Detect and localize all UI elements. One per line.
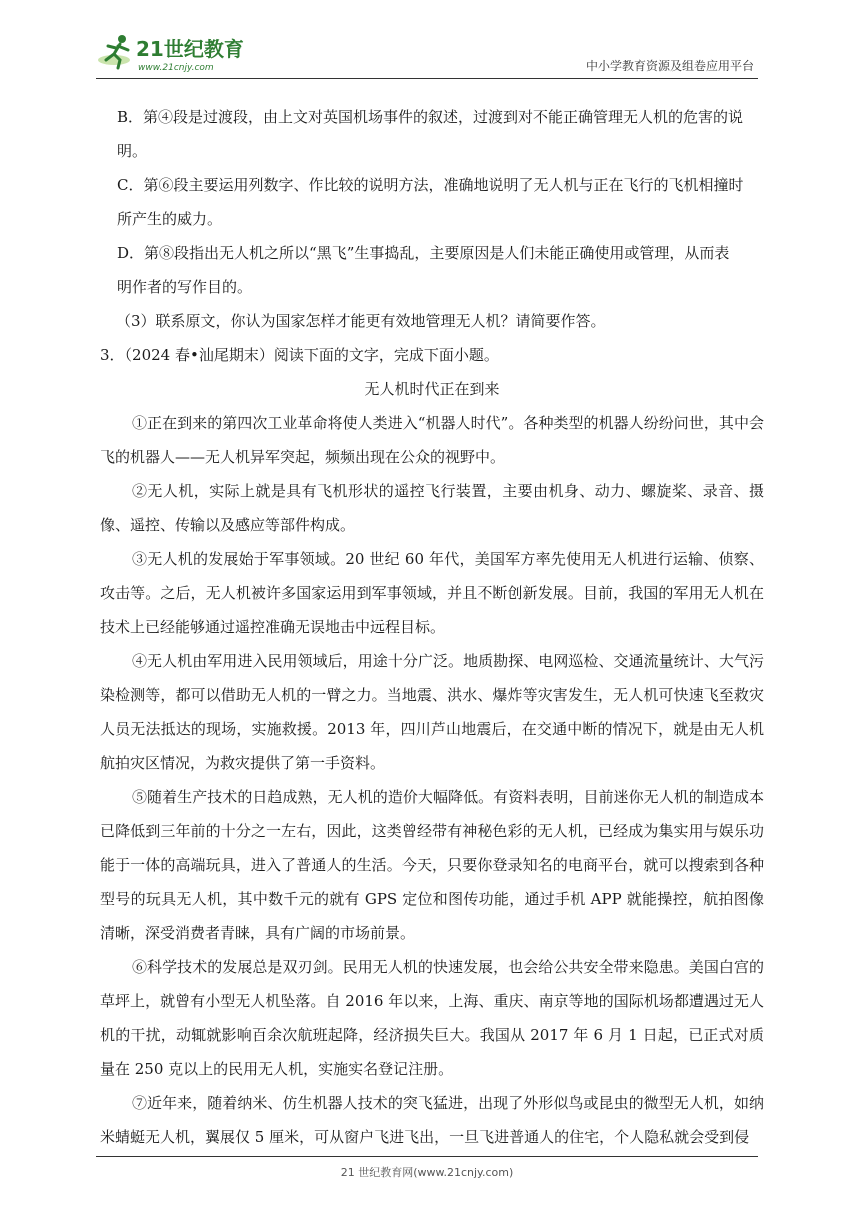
- question-3-sub: （3）联系原文，你认为国家怎样才能更有效地管理无人机？请简要作答。: [116, 312, 606, 330]
- option-b-cont: 明。: [117, 142, 148, 160]
- option-c: C．第⑥段主要运用列数字、作比较的说明方法，准确地说明了无人机与正在飞行的飞机相撞时: [117, 176, 744, 194]
- paragraph-7: ⑦近年来，随着纳米、仿生机器人技术的突飞猛进，出现了外形似鸟或昆虫的微型无人机，如纳米蜻蜓无人机，翼展仅 5 厘米，可从窗户飞进飞出，一旦飞进普通人的住宅，个人隐私就会受到侵: [100, 1094, 764, 1146]
- logo: [96, 30, 266, 76]
- option-c-cont: 所产生的威力。: [117, 210, 223, 228]
- footer-text[interactable]: 21 世纪教育网(www.21cnjy.com): [340, 1166, 514, 1179]
- paragraph-6: ⑥科学技术的发展总是双刃剑。民用无人机的快速发展，也会给公共安全带来隐患。美国白宫的草坪上，就曾有小型无人机坠落。自 2016 年以来，上海、重庆、南京等地的国际机场都遭遇过无人机的干扰，动辄就影响百余次航班起降，经济损失巨大。我国从 2017 年 6 月 1 日起，已正式对质量在 250 克以上的民用无人机，实施实名登记注册。: [100, 958, 764, 1078]
- option-d: D．第⑧段指出无人机之所以“黑飞”生事捣乱，主要原因是人们未能正确使用或管理，从而表: [117, 244, 730, 262]
- paragraph-4: ④无人机由军用进入民用领域后，用途十分广泛。地质勘探、电网巡检、交通流量统计、大气污染检测等，都可以借助无人机的一臂之力。当地震、洪水、爆炸等灾害发生，无人机可快速飞至救灾人员无法抵达的现场，实施救援。2013 年，四川芦山地震后，在交通中断的情况下，就是由无人机航拍灾区情况，为救灾提供了第一手资料。: [100, 652, 764, 772]
- item-3-heading: 3．（2024 春•汕尾期末）阅读下面的文字，完成下面小题。: [100, 346, 499, 364]
- platform-name: 中小学教育资源及组卷应用平台: [585, 59, 754, 73]
- logo-text: 21世纪教育: [136, 37, 244, 61]
- article-title: 无人机时代正在到来: [364, 380, 500, 398]
- page-header: [96, 30, 758, 79]
- paragraph-3: ③无人机的发展始于军事领域。20 世纪 60 年代，美国军方率先使用无人机进行运输、侦察、攻击等。之后，无人机被许多国家运用到军事领域，并且不断创新发展。目前，我国的军用无人机在技术上已经能够通过遥控准确无误地击中远程目标。: [100, 550, 764, 636]
- option-d-cont: 明作者的写作目的。: [117, 278, 253, 296]
- logo-url: www.21cnjy.com: [138, 63, 214, 73]
- page-footer: [96, 1156, 758, 1180]
- logo-runner-icon: [96, 30, 266, 76]
- paragraph-1: ①正在到来的第四次工业革命将使人类进入“机器人时代”。各种类型的机器人纷纷问世，其中会飞的机器人——无人机异军突起，频频出现在公众的视野中。: [100, 414, 764, 466]
- document-body: [100, 100, 764, 1154]
- paragraph-2: ②无人机，实际上就是具有飞机形状的遥控飞行装置，主要由机身、动力、螺旋桨、录音、摄像、遥控、传输以及感应等部件构成。: [100, 482, 764, 534]
- option-b: B．第④段是过渡段，由上文对英国机场事件的叙述，过渡到对不能正确管理无人机的危害的说: [117, 108, 744, 126]
- paragraph-5: ⑤随着生产技术的日趋成熟，无人机的造价大幅降低。有资料表明，目前迷你无人机的制造成本已降低到三年前的十分之一左右，因此，这类曾经带有神秘色彩的无人机，已经成为集实用与娱乐功能于一体的高端玩具，进入了普通人的生活。今天，只要你登录知名的电商平台，就可以搜索到各种型号的玩具无人机，其中数千元的就有 GPS 定位和图传功能，通过手机 APP 就能操控，航拍图像清晰，深受消费者青睐，具有广阔的市场前景。: [100, 788, 764, 942]
